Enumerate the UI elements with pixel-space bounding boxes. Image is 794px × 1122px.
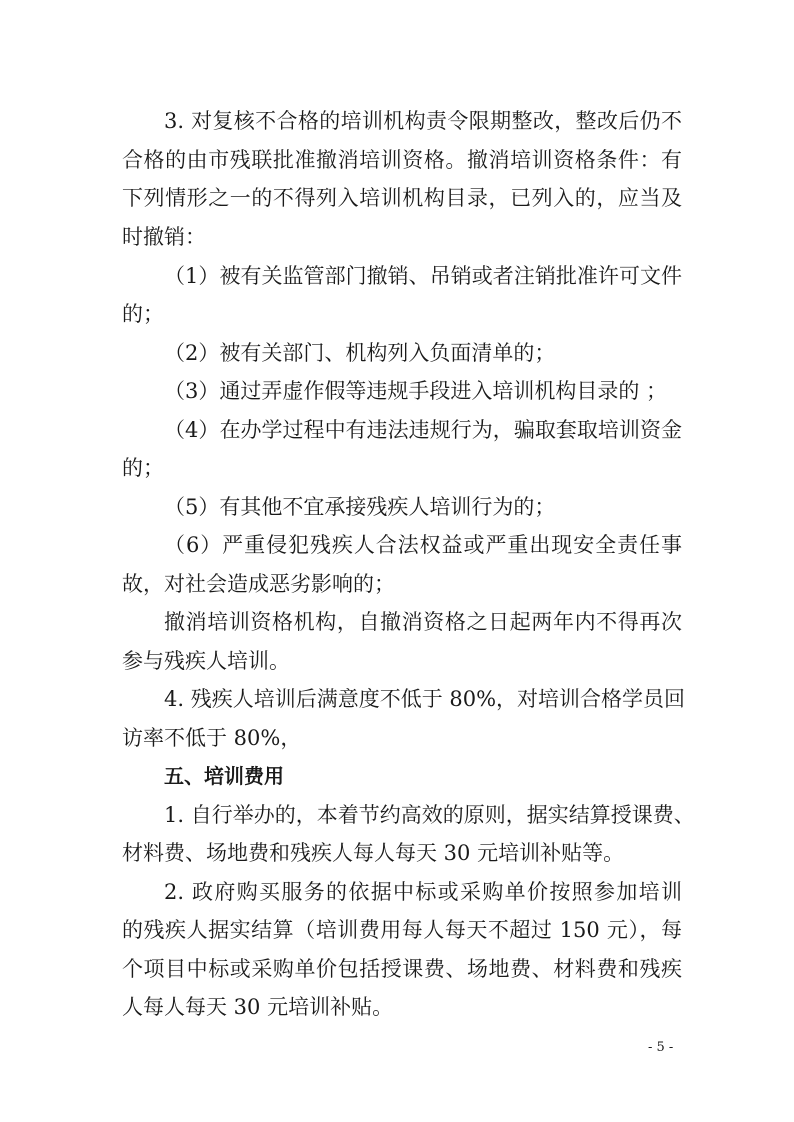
list-item-line: （4）在办学过程中有违法违规行为，骗取套取培训资金: [164, 418, 682, 442]
paragraph-line: 撤消培训资格机构，自撤消资格之日起两年内不得再次: [164, 610, 682, 634]
paragraph-line: 4. 残疾人培训后满意度不低于 80%，对培训合格学员回: [164, 687, 686, 711]
list-item-line: （1）被有关监管部门撤销、吊销或者注销批准许可文件: [164, 264, 682, 288]
paragraph-line: 合格的由市残联批准撤消培训资格。撤消培训资格条件：有: [122, 148, 682, 172]
list-item-line: 故，对社会造成恶劣影响的；: [122, 572, 395, 596]
paragraph-line: 人每人每天 30 元培训补贴。: [122, 995, 394, 1019]
paragraph-line: 下列情形之一的不得列入培训机构目录，已列入的，应当及: [122, 186, 682, 210]
list-item-line: 的；: [122, 302, 164, 326]
list-item-line: （2）被有关部门、机构列入负面清单的；: [164, 341, 556, 365]
page-number: - 5 -: [648, 1040, 674, 1055]
list-item-line: 的；: [122, 456, 164, 480]
paragraph-line: 访率不低于 80%，: [122, 726, 302, 750]
paragraph-line: 的残疾人据实结算（培训费用每人每天不超过 150 元），每: [122, 918, 682, 942]
paragraph-line: 2. 政府购买服务的依据中标或采购单价按照参加培训: [164, 880, 682, 904]
paragraph-line: 3. 对复核不合格的培训机构责令限期整改，整改后仍不: [164, 109, 682, 133]
paragraph-line: 材料费、场地费和残疾人每人每天 30 元培训补贴等。: [122, 841, 625, 865]
paragraph-line: 时撤销：: [122, 225, 206, 249]
list-item-line: （6）严重侵犯残疾人合法权益或严重出现安全责任事: [164, 533, 682, 557]
paragraph-line: 个项目中标或采购单价包括授课费、场地费、材料费和残疾: [122, 957, 682, 981]
list-item-line: （3）通过弄虚作假等违规手段进入培训机构目录的 ；: [164, 379, 668, 403]
list-item-line: （5）有其他不宜承接残疾人培训行为的；: [164, 495, 556, 519]
section-heading: 五、培训费用: [164, 764, 284, 788]
paragraph-line: 1. 自行举办的，本着节约高效的原则，据实结算授课费、: [164, 803, 695, 827]
paragraph-line: 参与残疾人培训。: [122, 649, 290, 673]
